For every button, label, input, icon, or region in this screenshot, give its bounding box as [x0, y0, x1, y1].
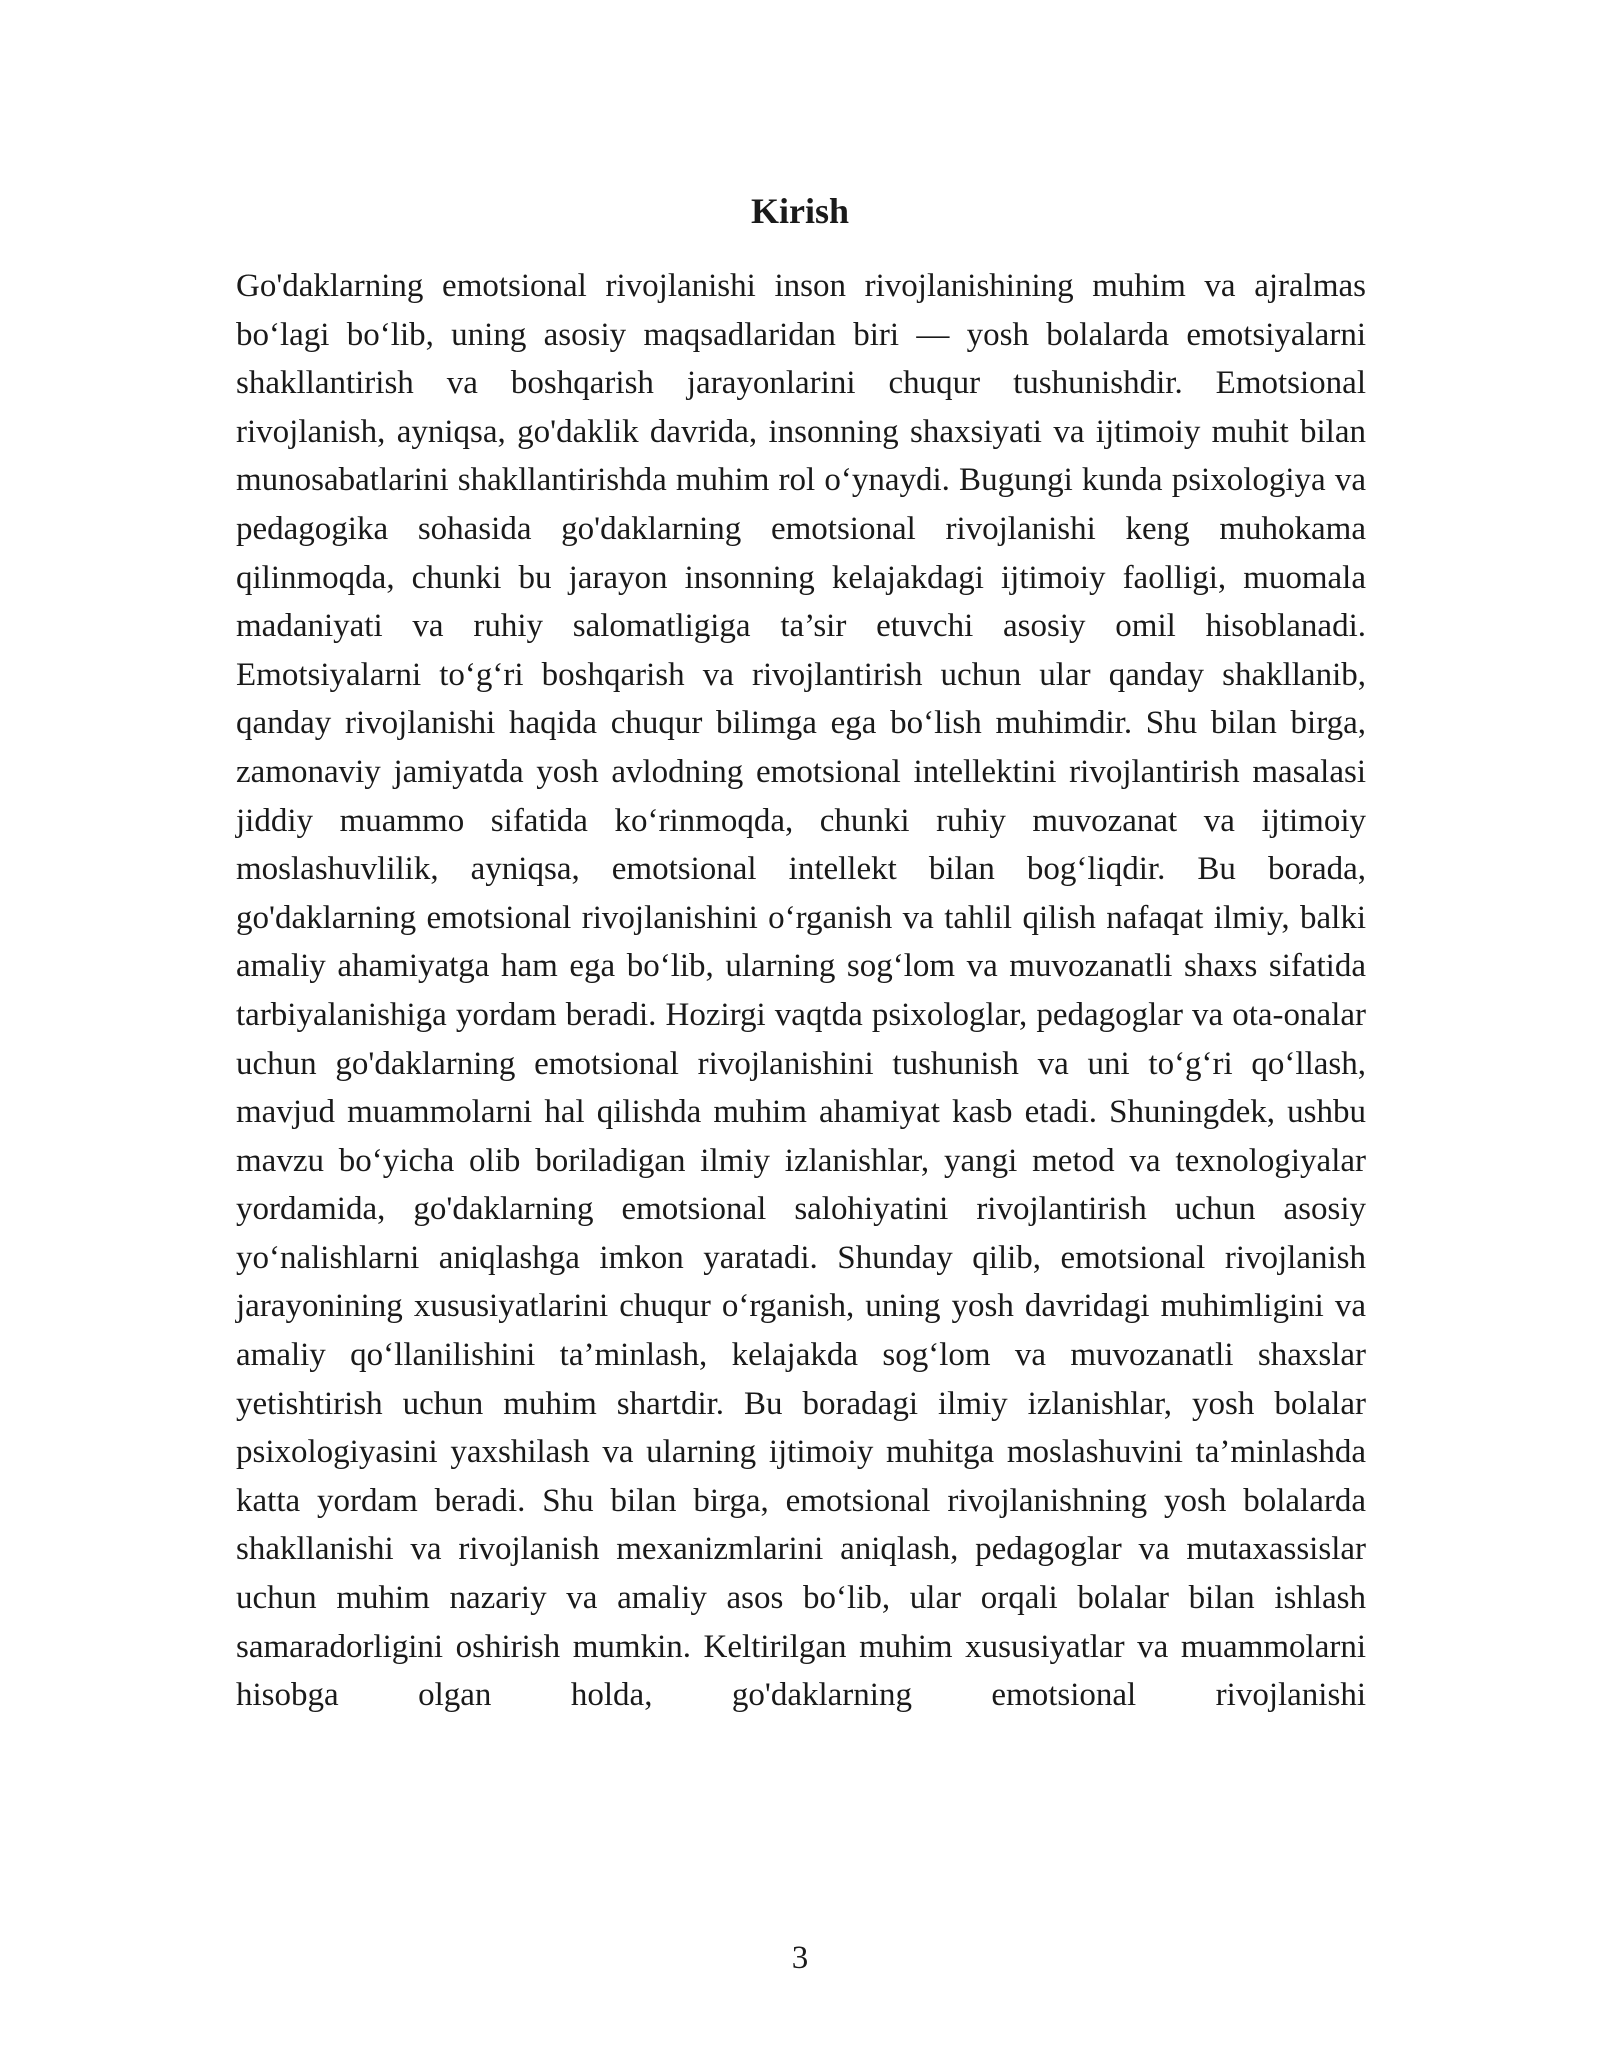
- page-number: 3: [791, 1940, 809, 1976]
- body-paragraph: Go'daklarning emotsional rivojlanishi inson rivojlanishining muhim va ajralmas bo‘lagi bo‘lib, uning asosiy maqsadlaridan biri — yosh bolalarda emotsiyalarni shakllantirish va boshqarish jarayonlarini chuqur tushunishdir. Emotsional rivojlanish, ayniqsa, go'daklik davrida, insonning shaxsiyati va ijtimoiy muhit bilan munosabatlarini shakllantirishda muhim rol o‘ynaydi. Bugungi kunda psixologiya va pedagogika sohasida go'daklarning emotsional rivojlanishi keng muhokama qilinmoqda, chunki bu jarayon insonning kelajakdagi ijtimoiy faolligi, muomala madaniyati va ruhiy salomatligiga ta’sir etuvchi asosiy omil hisoblanadi. Emotsiyalarni to‘g‘ri boshqarish va rivojlantirish uchun ular qanday shakllanib, qanday rivojlanishi haqida chuqur bilimga ega bo‘lish muhimdir. Shu bilan birga, zamonaviy jamiyatda yosh avlodning emotsional intellektini rivojlantirish masalasi jiddiy muammo sifatida ko‘rinmoqda, chunki ruhiy muvozanat va ijtimoiy moslashuvlilik, ayniqsa, emotsional intellekt bilan bog‘liqdir. Bu borada, go'daklarning emotsional rivojlanishini o‘rganish va tahlil qilish nafaqat ilmiy, balki amaliy ahamiyatga ham ega bo‘lib, ularning sog‘lom va muvozanatli shaxs sifatida tarbiyalanishiga yordam beradi. Hozirgi vaqtda psixologlar, pedagoglar va ota-onalar uchun go'daklarning emotsional rivojlanishini tushunish va uni to‘g‘ri qo‘llash, mavjud muammolarni hal qilishda muhim ahamiyat kasb etadi. Shuningdek, ushbu mavzu bo‘yicha olib boriladigan ilmiy izlanishlar, yangi metod va texnologiyalar yordamida, go'daklarning emotsional salohiyatini rivojlantirish uchun asosiy yo‘nalishlarni aniqlashga imkon yaratadi. Shunday qilib, emotsional rivojlanish jarayonining xususiyatlarini chuqur o‘rganish, uning yosh davridagi muhimligini va amaliy qo‘llanilishini ta’minlash, kelajakda sog‘lom va muvozanatli shaxslar yetishtirish uchun muhim shartdir. Bu boradagi ilmiy izlanishlar, yosh bolalar psixologiyasini yaxshilash va ularning ijtimoiy muhitga moslashuvini ta’minlashda katta yordam beradi. Shu bilan birga, emotsional rivojlanishning yosh bolalarda shakllanishi va rivojlanish mexanizmlarini aniqlash, pedagoglar va mutaxassislar uchun muhim nazariy va amaliy asos bo‘lib, ular orqali bolalar bilan ishlash samaradorligini oshirish mumkin. Keltirilgan muhim xususiyatlar va muammolarni hisobga olgan holda, go'daklarning emotsional rivojlanishi: [236, 268, 1366, 1714]
- section-heading: Kirish: [750, 191, 849, 231]
